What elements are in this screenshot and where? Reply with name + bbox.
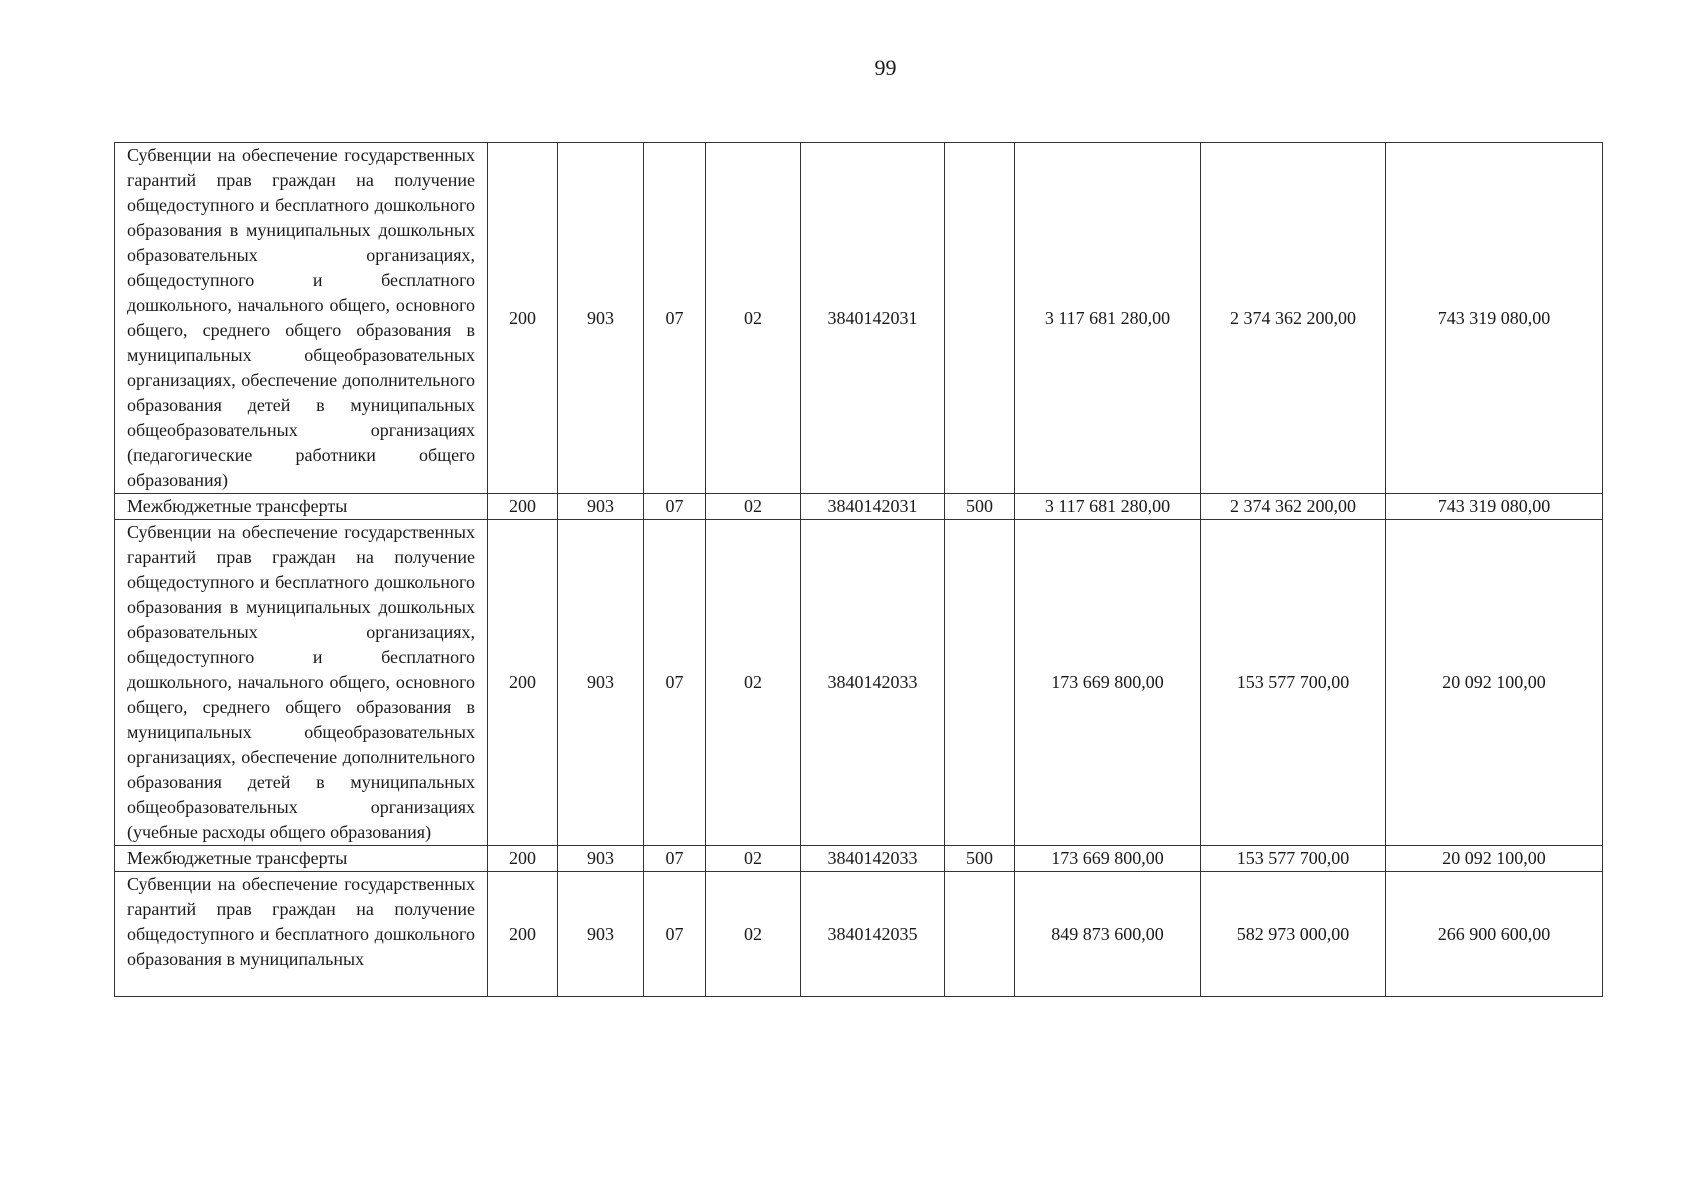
budget-table xyxy=(114,142,1603,997)
table-row xyxy=(115,494,1603,520)
cell-v1: 849 873 600,00 xyxy=(1015,872,1201,997)
cell-c3: 07 xyxy=(644,520,706,846)
table-row xyxy=(115,872,1603,997)
cell-c5: 3840142035 xyxy=(801,872,945,997)
cell-c5: 3840142033 xyxy=(801,846,945,872)
row-name: Субвенции на обеспечение государственных гарантий прав граждан на получение общедоступного и бесплатного дошкольного образования в муниципальных xyxy=(127,874,475,969)
cell-c1: 200 xyxy=(488,143,558,494)
cell-c6 xyxy=(945,520,1015,846)
cell-c3: 07 xyxy=(644,846,706,872)
cell-v3: 743 319 080,00 xyxy=(1386,494,1603,520)
cell-v3: 743 319 080,00 xyxy=(1386,143,1603,494)
cell-c2: 903 xyxy=(558,520,644,846)
cell-c2: 903 xyxy=(558,846,644,872)
cell-c4: 02 xyxy=(706,143,801,494)
cell-v2: 2 374 362 200,00 xyxy=(1201,143,1386,494)
cell-v3: 20 092 100,00 xyxy=(1386,520,1603,846)
cell-c5: 3840142031 xyxy=(801,494,945,520)
row-name: Межбюджетные трансферты xyxy=(115,846,488,872)
row-name-cell xyxy=(115,872,488,997)
row-name: Межбюджетные трансферты xyxy=(115,494,488,520)
cell-v3: 266 900 600,00 xyxy=(1386,872,1603,997)
cell-c3: 07 xyxy=(644,494,706,520)
cell-v1: 173 669 800,00 xyxy=(1015,846,1201,872)
cell-v2: 2 374 362 200,00 xyxy=(1201,494,1386,520)
cell-c3: 07 xyxy=(644,872,706,997)
cell-c6 xyxy=(945,872,1015,997)
cell-c1: 200 xyxy=(488,494,558,520)
page-number: 99 xyxy=(874,55,897,80)
cell-c1: 200 xyxy=(488,846,558,872)
cell-v2: 153 577 700,00 xyxy=(1201,846,1386,872)
table-row xyxy=(115,846,1603,872)
row-name: Субвенции на обеспечение государственных гарантий прав граждан на получение общедоступного и бесплатного дошкольного образования в муниципальных дошкольных образовательных организациях, общедоступного и бесплатного дошкольного, начального общего, основного общего, среднего общего образования в муниципальных общеобразовательных организациях, обеспечение дополнительного образования детей в муниципальных общеобразовательных организациях (педагогические работники общего образования) xyxy=(115,143,488,494)
cell-c3: 07 xyxy=(644,143,706,494)
cell-v2: 582 973 000,00 xyxy=(1201,872,1386,997)
cell-c2: 903 xyxy=(558,143,644,494)
cell-c4: 02 xyxy=(706,872,801,997)
cell-c5: 3840142033 xyxy=(801,520,945,846)
cell-c1: 200 xyxy=(488,872,558,997)
cell-c2: 903 xyxy=(558,872,644,997)
cell-c4: 02 xyxy=(706,520,801,846)
cell-v2: 153 577 700,00 xyxy=(1201,520,1386,846)
cell-c5: 3840142031 xyxy=(801,143,945,494)
cell-c6: 500 xyxy=(945,846,1015,872)
cell-c2: 903 xyxy=(558,494,644,520)
cell-c6: 500 xyxy=(945,494,1015,520)
cell-v1: 3 117 681 280,00 xyxy=(1015,143,1201,494)
row-name: Субвенции на обеспечение государственных гарантий прав граждан на получение общедоступного и бесплатного дошкольного образования в муниципальных дошкольных образовательных организациях, общедоступного и бесплатного дошкольного, начального общего, основного общего, среднего общего образования в муниципальных общеобразовательных организациях, обеспечение дополнительного образования детей в муниципальных общеобразовательных организациях (учебные расходы общего образования) xyxy=(115,520,488,846)
cell-v3: 20 092 100,00 xyxy=(1386,846,1603,872)
cell-v1: 173 669 800,00 xyxy=(1015,520,1201,846)
cell-v1: 3 117 681 280,00 xyxy=(1015,494,1201,520)
cell-c4: 02 xyxy=(706,494,801,520)
table-row xyxy=(115,143,1603,494)
cell-c6 xyxy=(945,143,1015,494)
cell-c4: 02 xyxy=(706,846,801,872)
table-row xyxy=(115,520,1603,846)
cell-c1: 200 xyxy=(488,520,558,846)
